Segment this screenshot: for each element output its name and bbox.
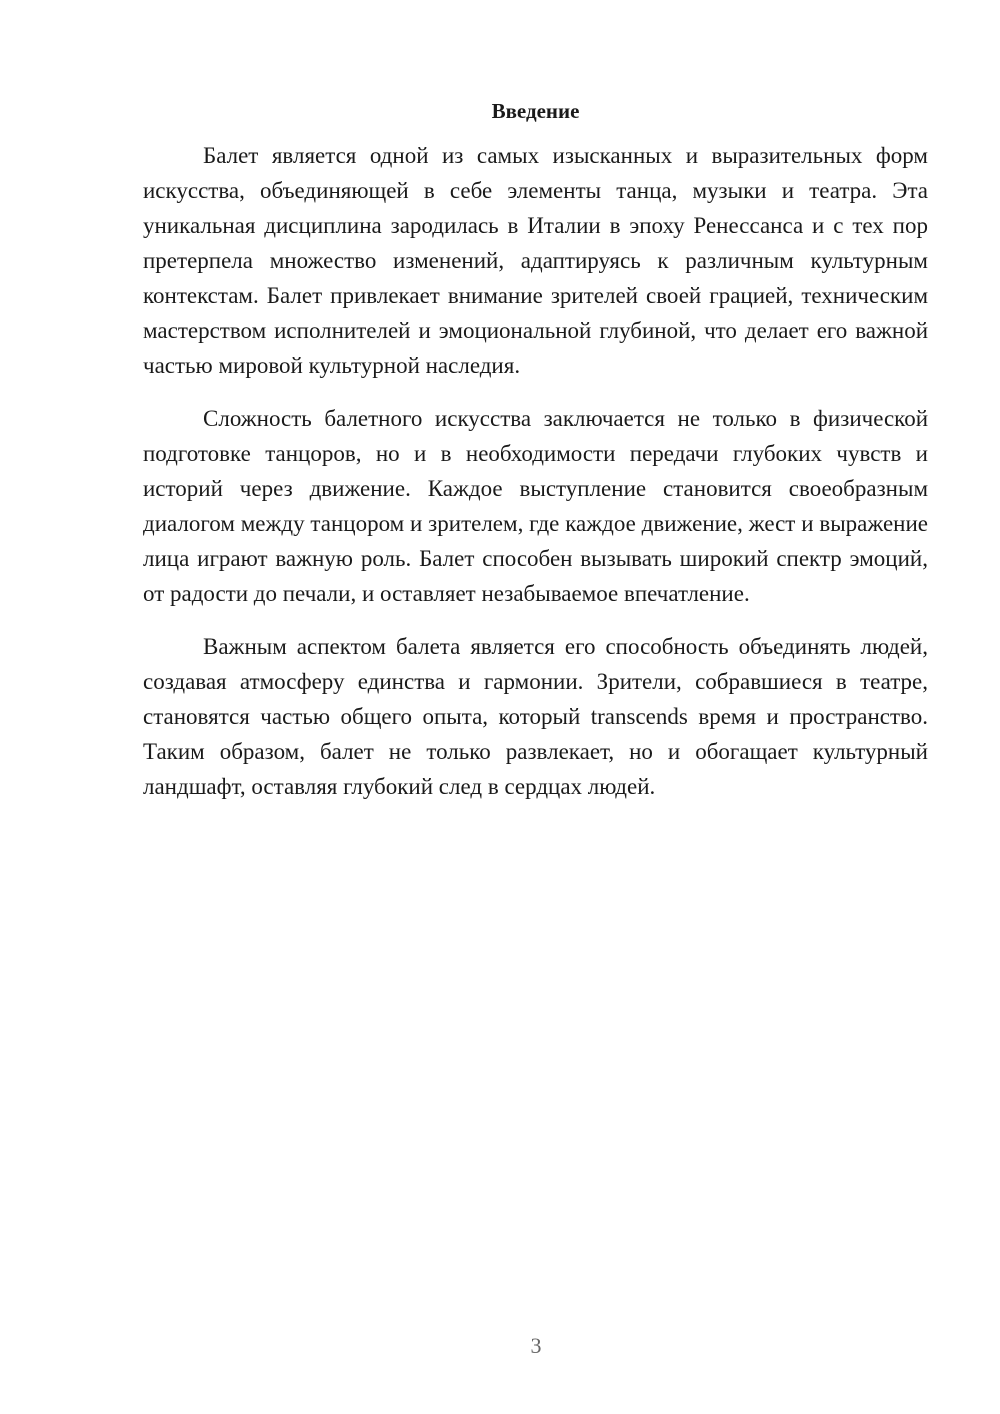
page-content [143,96,928,822]
section-heading: Введение [491,99,580,123]
paragraph-2: Сложность балетного искусства заключается не только в физической подготовке танцоров, но и в необходимости передачи глубоких чувств и историй через движение. Каждое выступление становится своеобразным диалогом между танцором и зрителем, где каждое движение, жест и выражение лица играют важную роль. Балет способен вызывать широкий спектр эмоций, от радости до печали, и оставляет незабываемое впечатление. [143,406,928,606]
page-number: 3 [530,1333,542,1358]
paragraph-3: Важным аспектом балета является его способность объединять людей, создавая атмосферу единства и гармонии. Зрители, собравшиеся в театре, становятся частью общего опыта, который transcends время и пространство. Таким образом, балет не только развлекает, но и обогащает культурный ландшафт, оставляя глубокий след в сердцах людей. [143,634,928,799]
paragraph-1: Балет является одной из самых изысканных и выразительных форм искусства, объединяющей в себе элементы танца, музыки и театра. Эта уникальная дисциплина зародилась в Италии в эпоху Ренессанса и с тех пор претерпела множество изменений, адаптируясь к различным культурным контекстам. Балет привлекает внимание зрителей своей грацией, техническим мастерством исполнителей и эмоциональной глубиной, что делает его важной частью мировой культурной наследия. [143,143,928,378]
